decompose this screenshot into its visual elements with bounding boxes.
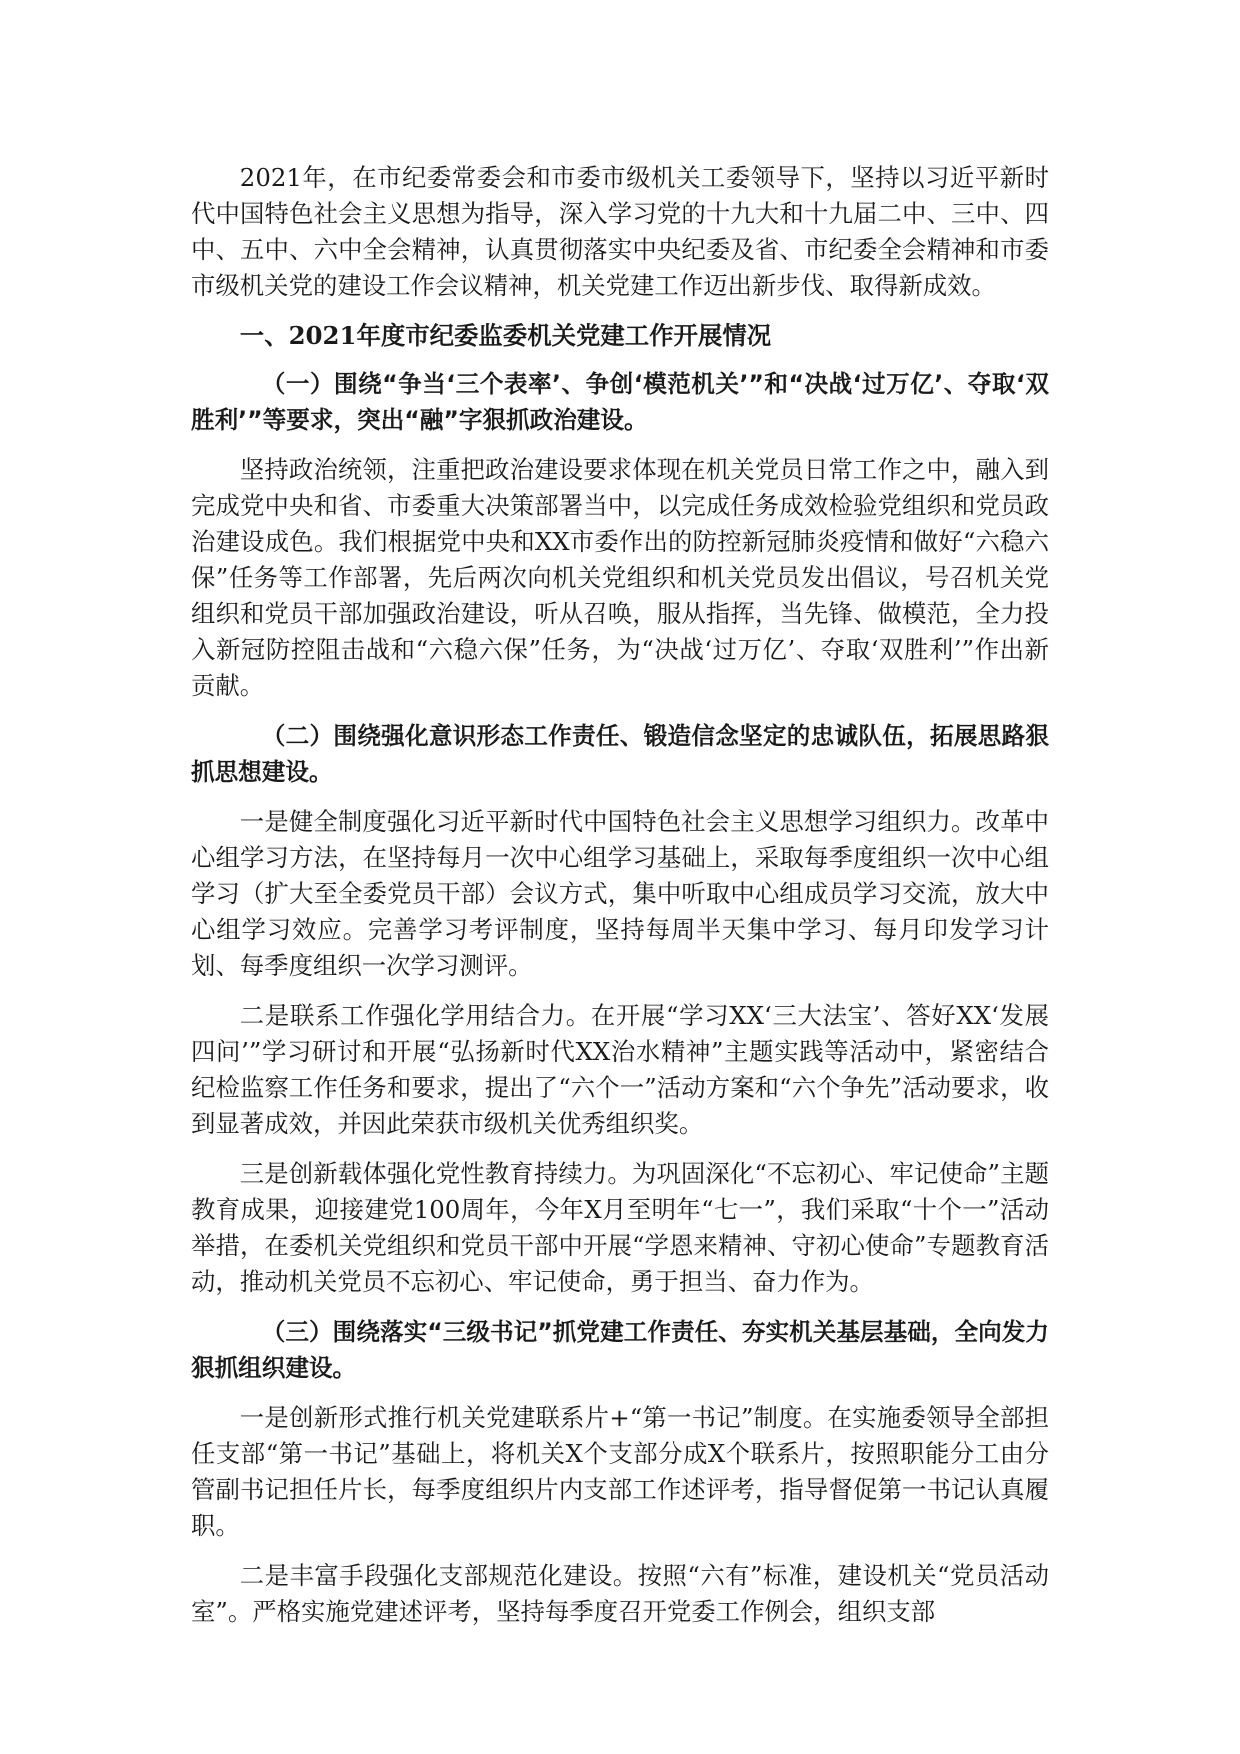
- section-heading: 一、2021年度市纪委监委机关党建工作开展情况: [239, 321, 772, 350]
- subsection-heading-3: （三）围绕落实“三级书记”抓党建工作责任、夯实机关基层基础，全向发力狠抓组织建设。: [191, 1318, 1049, 1382]
- paragraph: 一是健全制度强化习近平新时代中国特色社会主义思想学习组织力。改革中心组学习方法，在坚持每月一次中心组学习基础上，采取每季度组织一次中心组学习（扩大至全委党员干部）会议方式，集中听取中心组成员学习交流，放大中心组学习效应。完善学习考评制度，坚持每周半天集中学习、每月印发学习计划、每季度组织一次学习测评。: [191, 807, 1049, 980]
- paragraph: 二是联系工作强化学用结合力。在开展“学习XX‘三大法宝’、答好XX‘发展四问’”学习研讨和开展“弘扬新时代XX治水精神”主题实践等活动中，紧密结合纪检监察工作任务和要求，提出了“六个一”活动方案和“六个争先”活动要求，收到显著成效，并因此荣获市级机关优秀组织奖。: [191, 1001, 1049, 1138]
- paragraph: 坚持政治统领，注重把政治建设要求体现在机关党员日常工作之中，融入到完成党中央和省、市委重大决策部署当中，以完成任务成效检验党组织和党员政治建设成色。我们根据党中央和XX市委作出的防控新冠肺炎疫情和做好“六稳六保”任务等工作部署，先后两次向机关党组织和机关党员发出倡议，号召机关党组织和党员干部加强政治建设，听从召唤，服从指挥，当先锋、做模范，全力投入新冠防控阻击战和“六稳六保”任务，为“决战‘过万亿’、夺取‘双胜利’”作出新贡献。: [191, 455, 1049, 700]
- intro-paragraph: 2021年，在市纪委常委会和市委市级机关工委领导下，坚持以习近平新时代中国特色社会主义思想为指导，深入学习党的十九大和十九届二中、三中、四中、五中、六中全会精神，认真贯彻落实中央纪委及省、市纪委全会精神和市委市级机关党的建设工作会议精神，机关党建工作迈出新步伐、取得新成效。: [191, 163, 1049, 300]
- document-page: [191, 160, 1049, 1644]
- paragraph: 一是创新形式推行机关党建联系片+“第一书记”制度。在实施委领导全部担任支部“第一书记”基础上，将机关X个支部分成X个联系片，按照职能分工由分管副书记担任片长，每季度组织片内支部工作述评考，指导督促第一书记认真履职。: [191, 1403, 1049, 1540]
- subsection-heading-1: （一）围绕“争当‘三个表率’、争创‘模范机关’”和“决战‘过万亿’、夺取‘双胜利’”等要求，突出“融”字狠抓政治建设。: [191, 370, 1049, 434]
- paragraph: 三是创新载体强化党性教育持续力。为巩固深化“不忘初心、牢记使命”主题教育成果，迎接建党100周年，今年X月至明年“七一”，我们采取“十个一”活动举措，在委机关党组织和党员干部中开展“学恩来精神、守初心使命”专题教育活动，推动机关党员不忘初心、牢记使命，勇于担当、奋力作为。: [191, 1159, 1049, 1296]
- paragraph: 二是丰富手段强化支部规范化建设。按照“六有”标准，建设机关“党员活动室”。严格实施党建述评考，坚持每季度召开党委工作例会，组织支部: [191, 1561, 1049, 1626]
- subsection-heading-2: （二）围绕强化意识形态工作责任、锻造信念坚定的忠诚队伍，拓展思路狠抓思想建设。: [191, 722, 1049, 786]
